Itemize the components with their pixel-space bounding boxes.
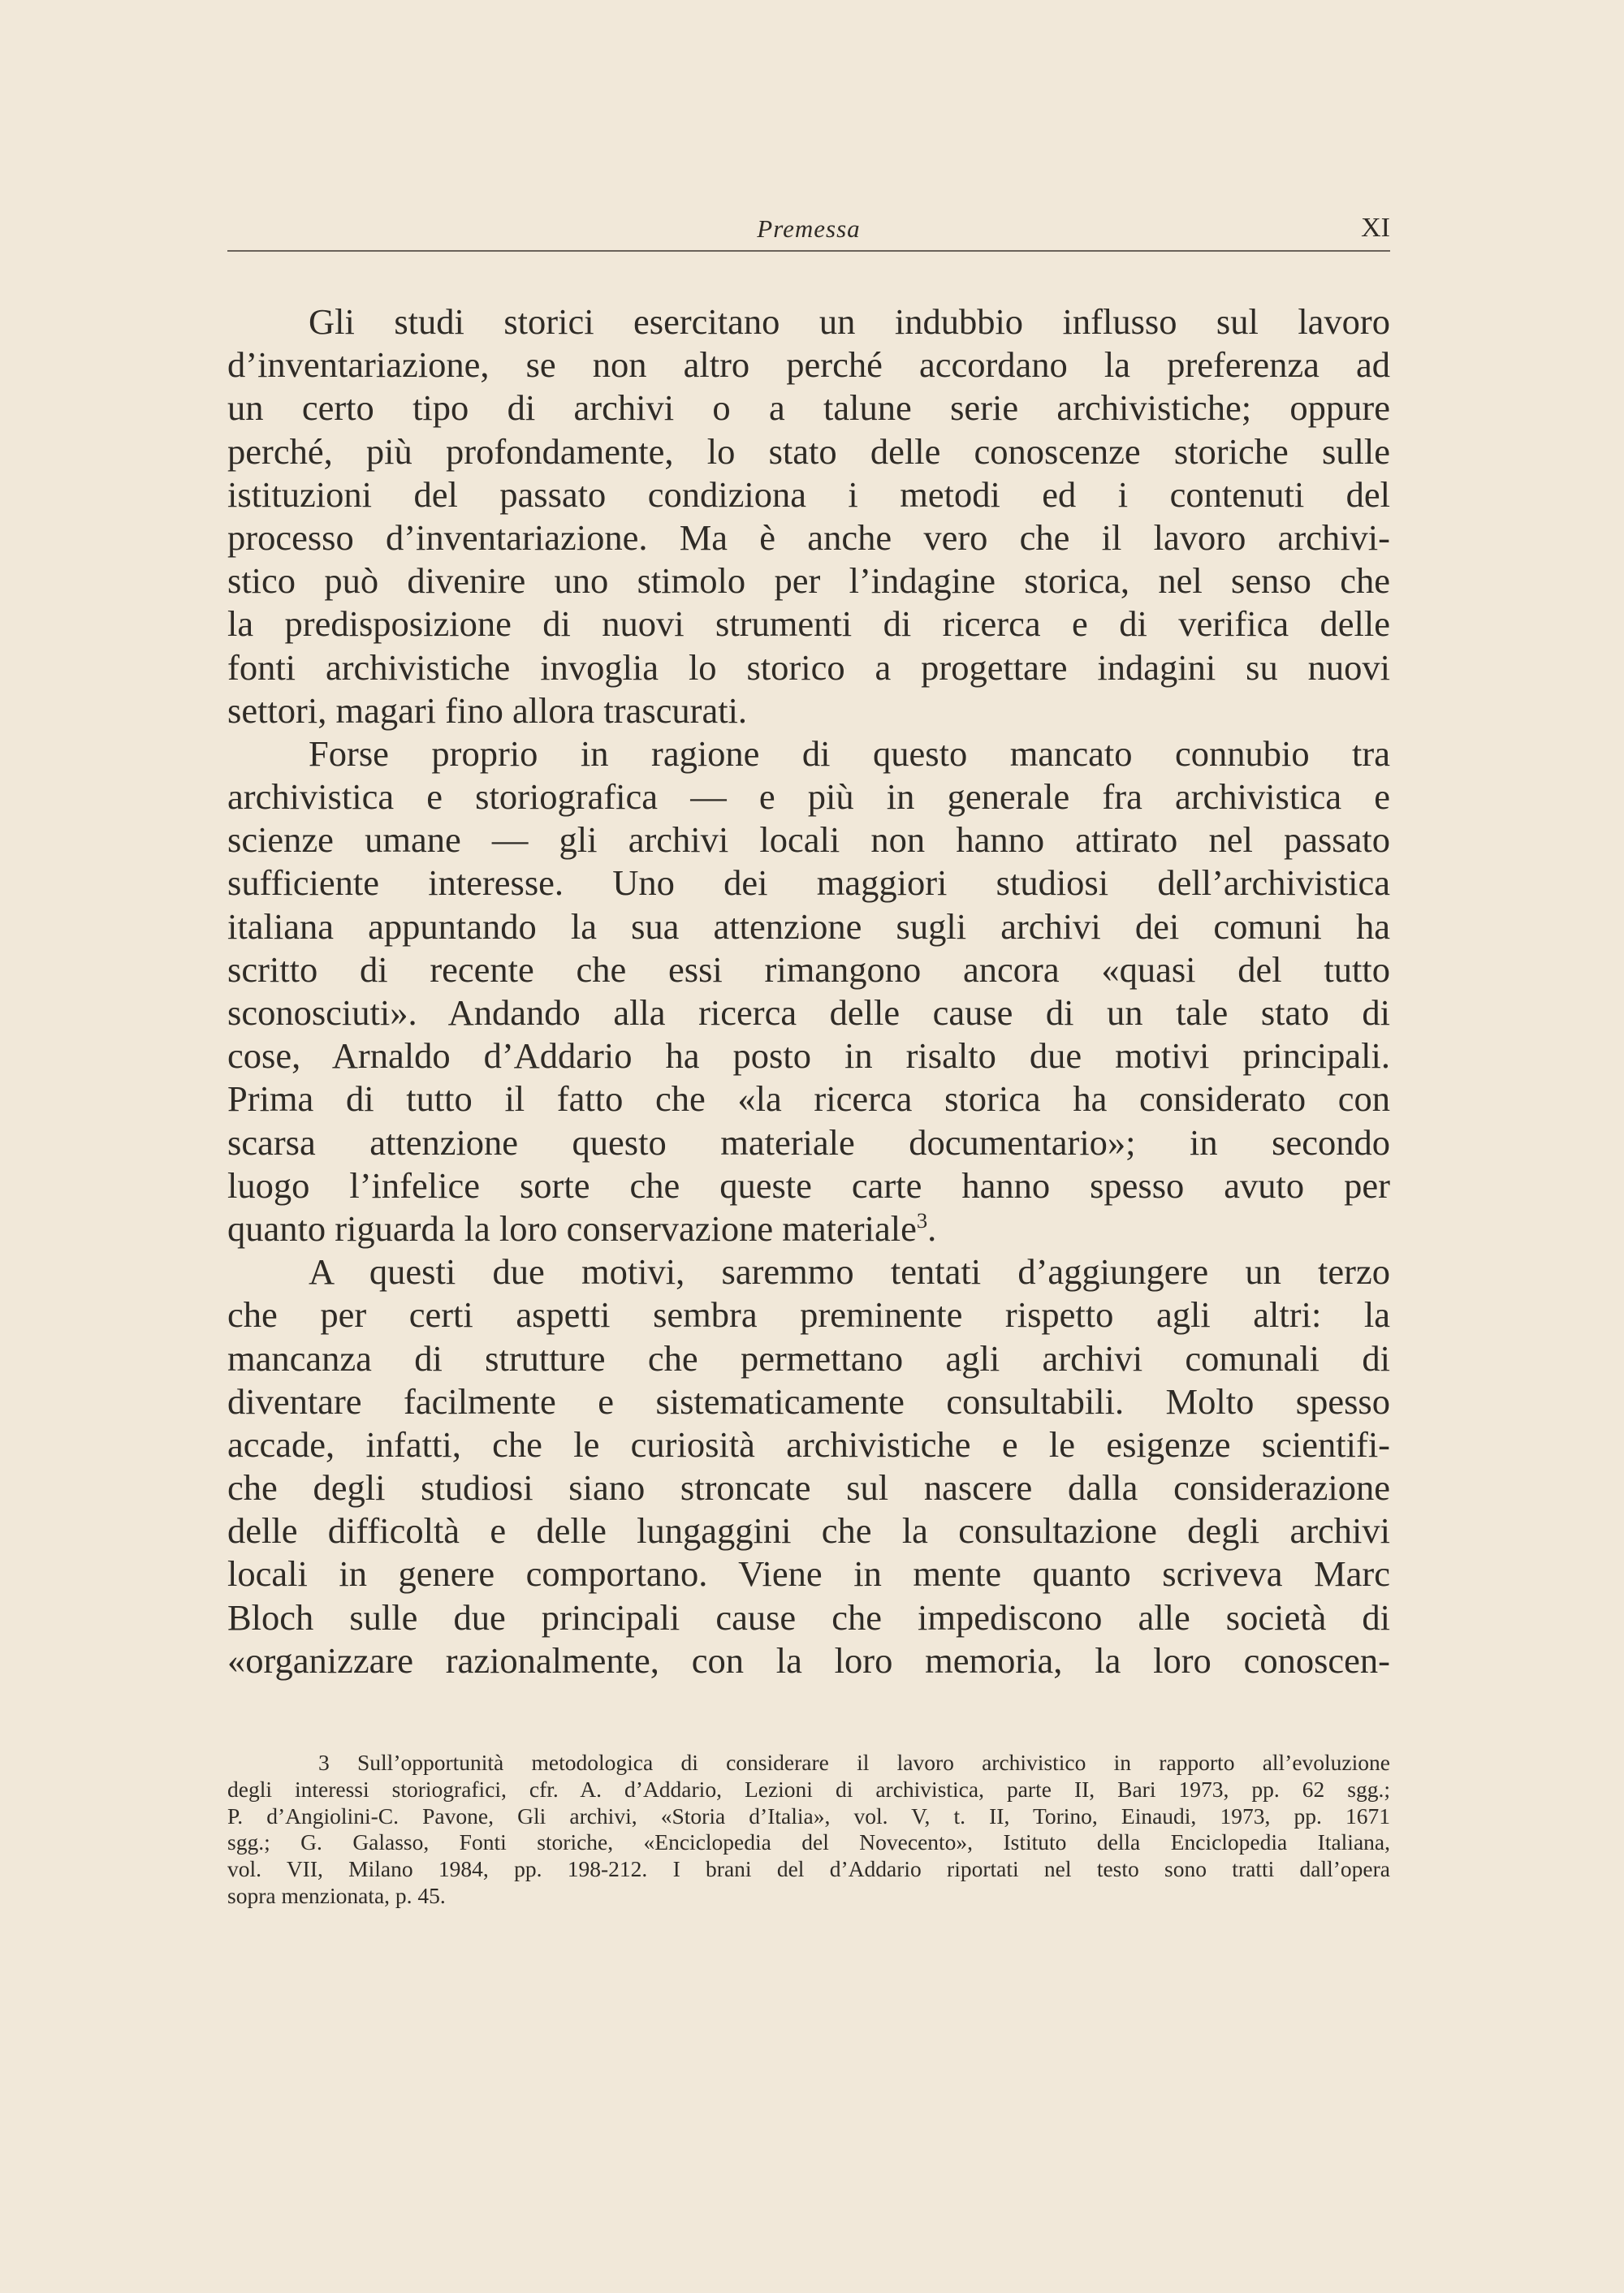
text-line: che per certi aspetti sembra preminente rispetto agli altri: la [227, 1294, 1390, 1336]
text-line: archivistica e storiografica — e più in generale fra archivistica e [227, 776, 1390, 818]
text-line: accade, infatti, che le curiosità archivistiche e le esigenze scientifi- [227, 1423, 1390, 1465]
text-line: Forse proprio in ragione di questo mancato connubio tra [309, 732, 1390, 774]
text-line: quanto riguarda la loro conservazione materiale$^3$. [227, 1207, 937, 1249]
footnote-line: P. d’Angiolini-C. Pavone, Gli archivi, «Storia d’Italia», vol. V, t. II, Torino, Einaudi, 1973, pp. 1671 [227, 1803, 1390, 1829]
text-line: settori, magari fino allora trascurati. [227, 689, 748, 731]
footnote-line: vol. VII, Milano 1984, pp. 198-212. I brani del d’Addario riportati nel testo sono tratti dall’opera [227, 1856, 1390, 1882]
page-header [227, 209, 1390, 250]
text-line: processo d’inventariazione. Ma è anche vero che il lavoro archivi- [227, 516, 1390, 558]
text-line: «organizzare razionalmente, con la loro memoria, la loro conoscen- [227, 1639, 1390, 1681]
footnote-line: degli interessi storiografici, cfr. A. d’Addario, Lezioni di archivistica, parte II, Bari 1973, pp. 62 sgg.; [227, 1776, 1390, 1802]
text-line: A questi due motivi, saremmo tentati d’aggiungere un terzo [309, 1251, 1390, 1293]
text-line: Gli studi storici esercitano un indubbio influsso sul lavoro [309, 301, 1390, 342]
text-line: italiana appuntando la sua attenzione sugli archivi dei comuni ha [227, 905, 1390, 947]
footnote-reference: 3 [916, 1208, 928, 1233]
text-line: scritto di recente che essi rimangono ancora «quasi del tutto [227, 948, 1390, 990]
footnote-line: sopra menzionata, p. 45. [227, 1882, 446, 1908]
text-line: luogo l’infelice sorte che queste carte hanno spesso avuto per [227, 1164, 1390, 1206]
text-line: stico può divenire uno stimolo per l’indagine storica, nel senso che [227, 560, 1390, 602]
text-line: locali in genere comportano. Viene in mente quanto scriveva Marc [227, 1553, 1390, 1595]
text-line: fonti archivistiche invoglia lo storico a progettare indagini su nuovi [227, 646, 1390, 688]
text-line: istituzioni del passato condiziona i metodi ed i contenuti del [227, 473, 1390, 515]
text-line: la predisposizione di nuovi strumenti di ricerca e di verifica delle [227, 603, 1390, 645]
footnote-line: sgg.; G. Galasso, Fonti storiche, «Enciclopedia del Novecento», Istituto della Enciclopedia Italiana, [227, 1829, 1390, 1855]
footnote-line: 3 Sull’opportunità metodologica di considerare il lavoro archivistico in rapporto all’evoluzione [318, 1750, 1390, 1775]
text-line: Prima di tutto il fatto che «la ricerca storica ha considerato con [227, 1078, 1390, 1120]
text-line: perché, più profondamente, lo stato delle conoscenze storiche sulle [227, 430, 1390, 472]
text-line: sconosciuti». Andando alla ricerca delle cause di un tale stato di [227, 992, 1390, 1033]
text-line: delle difficoltà e delle lungaggini che la consultazione degli archivi [227, 1510, 1390, 1552]
text-line: diventare facilmente e sistematicamente consultabili. Molto spesso [227, 1380, 1390, 1422]
text-line: d’inventariazione, se non altro perché accordano la preferenza ad [227, 344, 1390, 386]
text-line: che degli studiosi siano stroncate sul nascere dalla considerazione [227, 1467, 1390, 1509]
text-line: mancanza di strutture che permettano agli archivi comunali di [227, 1337, 1390, 1379]
text-line: sufficiente interesse. Uno dei maggiori studiosi dell’archivistica [227, 862, 1390, 904]
text-line: cose, Arnaldo d’Addario ha posto in risalto due motivi principali. [227, 1035, 1390, 1077]
text-line: un certo tipo di archivi o a talune serie archivistiche; oppure [227, 387, 1390, 429]
body-text [227, 300, 1390, 1682]
running-title: Premessa [757, 214, 861, 243]
header-rule [227, 250, 1390, 252]
text-line: Bloch sulle due principali cause che impediscono alle società di [227, 1596, 1390, 1638]
footnote-block [227, 1750, 1390, 1910]
text-line: scienze umane — gli archivi locali non hanno attirato nel passato [227, 819, 1390, 861]
text-line-content: quanto riguarda la loro conservazione materiale [227, 1207, 917, 1249]
text-line: scarsa attenzione questo materiale documentario»; in secondo [227, 1121, 1390, 1163]
page-number: XI [1361, 213, 1390, 243]
